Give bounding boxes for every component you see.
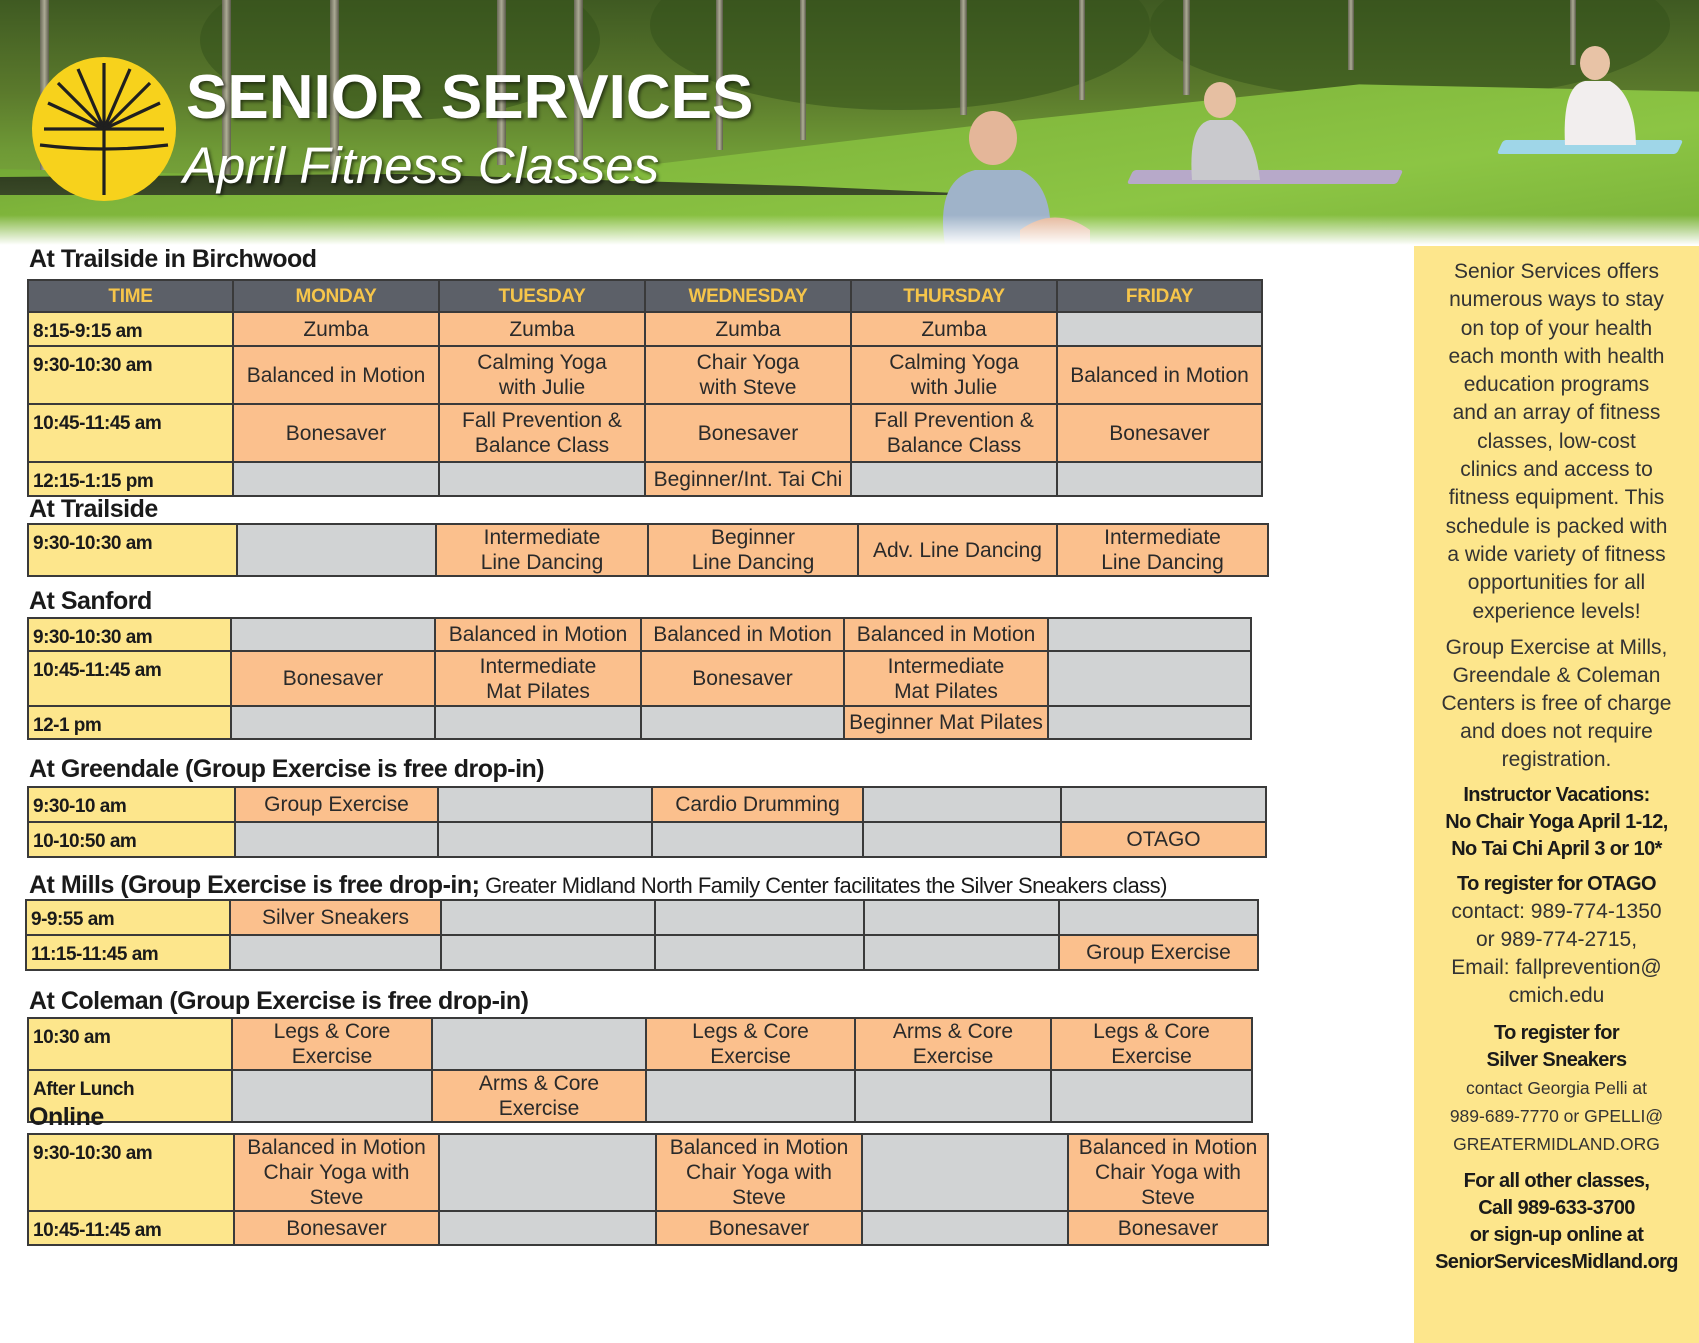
class-cell-monday: Group Exercise: [235, 787, 438, 822]
schedule-table-birchwood: [27, 279, 1263, 497]
text-line: 989-689-7770 or GPELLI@: [1449, 1105, 1664, 1126]
class-cell-tuesday: Zumba: [439, 312, 645, 346]
text-line: experience levels!: [1472, 599, 1641, 623]
text-line: schedule is packed with: [1445, 514, 1668, 538]
class-cell-monday: Bonesaver: [231, 651, 435, 706]
text-line: No Tai Chi April 3 or 10*: [1451, 837, 1662, 860]
empty-cell-wednesday: [646, 1070, 855, 1122]
time-slot: 12:15-1:15 pm: [28, 462, 233, 496]
time-slot: 11:15-11:45 am: [26, 935, 230, 970]
class-cell-tuesday: Arms & Core Exercise: [432, 1070, 646, 1122]
tree-trunk: [1348, 0, 1354, 70]
page-subtitle: April Fitness Classes: [183, 137, 660, 194]
tree-trunk: [960, 0, 967, 115]
empty-cell-tuesday: [438, 787, 652, 822]
empty-cell-tuesday: [435, 706, 641, 739]
class-cell-thursday: Intermediate Mat Pilates: [844, 651, 1048, 706]
text-line: Group Exercise at Mills,: [1445, 635, 1668, 659]
time-slot: 12-1 pm: [28, 706, 231, 739]
class-cell-thursday: Fall Prevention & Balance Class: [851, 404, 1057, 462]
empty-cell-monday: [235, 822, 438, 857]
empty-cell-wednesday: [655, 935, 864, 970]
time-slot: 10:45-11:45 am: [28, 1211, 234, 1245]
empty-cell-monday: [231, 618, 435, 651]
empty-cell-thursday: [864, 935, 1059, 970]
class-cell-monday: Bonesaver: [233, 404, 439, 462]
class-cell-monday: Silver Sneakers: [230, 900, 441, 935]
text-line: or 989-774-2715,: [1475, 927, 1638, 951]
class-cell-monday: Legs & Core Exercise: [232, 1018, 432, 1070]
empty-cell-thursday: [851, 462, 1057, 496]
person-seated-icon: [1170, 80, 1280, 185]
text-line: education programs: [1463, 373, 1650, 397]
time-slot: 9:30-10 am: [28, 787, 235, 822]
empty-cell-friday: [1061, 787, 1266, 822]
text-line: clinics and access to: [1460, 458, 1653, 482]
class-cell-monday: Bonesaver: [234, 1211, 439, 1245]
sun-logo-icon: [30, 55, 178, 203]
empty-cell-monday: [237, 524, 436, 576]
class-cell-tuesday: Calming Yoga with Julie: [439, 346, 645, 404]
section-title-mills-bold-note: (Group Exercise is free drop-in;: [120, 871, 480, 899]
text-line: a wide variety of fitness: [1447, 542, 1666, 566]
time-slot: 9:30-10:30 am: [28, 1134, 234, 1211]
class-cell-wednesday: Cardio Drumming: [652, 787, 863, 822]
text-line: and an array of fitness: [1452, 401, 1661, 425]
class-cell-tuesday: Intermediate Line Dancing: [436, 524, 648, 576]
column-header-thursday: THURSDAY: [851, 280, 1057, 312]
schedule-row: [28, 462, 1262, 496]
class-cell-wednesday: Legs & Core Exercise: [646, 1018, 855, 1070]
class-cell-thursday: Arms & Core Exercise: [855, 1018, 1051, 1070]
text-line: each month with health: [1448, 344, 1665, 368]
text-line: To register for: [1493, 1021, 1620, 1044]
class-cell-monday: Zumba: [233, 312, 439, 346]
section-title-trailside: At Trailside: [29, 495, 158, 523]
empty-cell-tuesday: [432, 1018, 646, 1070]
class-cell-wednesday: Zumba: [645, 312, 851, 346]
empty-cell-friday: [1048, 706, 1251, 739]
text-line: numerous ways to stay: [1449, 288, 1664, 312]
schedule-table-online: [27, 1133, 1269, 1246]
class-cell-friday: Bonesaver: [1068, 1211, 1268, 1245]
empty-cell-wednesday: [655, 900, 864, 935]
class-cell-thursday: Calming Yoga with Julie: [851, 346, 1057, 404]
class-cell-wednesday: Balanced in Motion Chair Yoga with Steve: [656, 1134, 862, 1211]
empty-cell-thursday: [855, 1070, 1051, 1122]
class-cell-wednesday: Beginner Line Dancing: [648, 524, 858, 576]
text-line: contact Georgia Pelli at: [1466, 1077, 1647, 1098]
schedule-row: [28, 618, 1251, 651]
section-title-birchwood: At Trailside in Birchwood: [29, 245, 317, 273]
time-slot: 8:15-9:15 am: [28, 312, 233, 346]
text-line: opportunities for all: [1467, 571, 1646, 595]
schedule-table-sanford: [27, 617, 1252, 740]
text-line: contact: 989-774-1350: [1451, 899, 1662, 923]
empty-cell-tuesday: [438, 822, 652, 857]
class-cell-friday: Legs & Core Exercise: [1051, 1018, 1252, 1070]
empty-cell-friday: [1051, 1070, 1252, 1122]
text-line: Centers is free of charge: [1441, 691, 1672, 715]
day-header-row: [28, 280, 1262, 312]
class-cell-friday: OTAGO: [1061, 822, 1266, 857]
text-line: cmich.edu: [1508, 983, 1605, 1007]
class-cell-monday: Balanced in Motion Chair Yoga with Steve: [234, 1134, 439, 1211]
banner-fade: [0, 215, 1699, 245]
hero-banner: [0, 0, 1699, 245]
time-slot: 9:30-10:30 am: [28, 346, 233, 404]
schedule-row: [28, 1070, 1252, 1122]
class-cell-tuesday: Intermediate Mat Pilates: [435, 651, 641, 706]
empty-cell-friday: [1059, 900, 1258, 935]
empty-cell-thursday: [863, 822, 1061, 857]
column-header-friday: FRIDAY: [1057, 280, 1262, 312]
schedule-row: [26, 935, 1258, 970]
class-cell-wednesday: Bonesaver: [656, 1211, 862, 1245]
text-line: registration.: [1501, 747, 1612, 771]
text-line: Call 989-633-3700: [1478, 1196, 1635, 1219]
empty-cell-thursday: [864, 900, 1059, 935]
class-cell-friday: Intermediate Line Dancing: [1057, 524, 1268, 576]
class-cell-friday: Group Exercise: [1059, 935, 1258, 970]
time-slot: After Lunch: [28, 1070, 232, 1122]
time-slot: 9:30-10:30 am: [28, 618, 231, 651]
column-header-time: TIME: [28, 280, 233, 312]
empty-cell-thursday: [863, 787, 1061, 822]
class-cell-thursday: Balanced in Motion: [844, 618, 1048, 651]
section-title-mills-note: [120, 873, 1167, 898]
class-cell-wednesday: Balanced in Motion: [641, 618, 844, 651]
empty-cell-wednesday: [641, 706, 844, 739]
class-cell-thursday: Adv. Line Dancing: [858, 524, 1057, 576]
class-cell-monday: Balanced in Motion: [233, 346, 439, 404]
schedule-row: [28, 524, 1268, 576]
class-cell-wednesday: Chair Yoga with Steve: [645, 346, 851, 404]
schedule-row: [28, 787, 1266, 822]
class-cell-friday: Balanced in Motion: [1057, 346, 1262, 404]
section-title-coleman: At Coleman (Group Exercise is free drop-in): [29, 987, 529, 1015]
empty-cell-thursday: [862, 1134, 1068, 1211]
sidebar-sneakers-contact: [1414, 1074, 1699, 1158]
class-cell-tuesday: Fall Prevention & Balance Class: [439, 404, 645, 462]
class-cell-tuesday: Balanced in Motion: [435, 618, 641, 651]
text-line: For all other classes,: [1463, 1169, 1650, 1192]
schedule-row: [28, 1211, 1268, 1245]
text-line: Instructor Vacations:: [1463, 783, 1650, 806]
section-title-online: Online: [29, 1103, 104, 1131]
schedule-row: [28, 404, 1262, 462]
text-line: and does not require: [1460, 719, 1653, 743]
section-title-mills-name: At Mills: [29, 871, 114, 899]
section-title-mills: [29, 871, 1167, 900]
text-line: SeniorServicesMidland.org: [1435, 1250, 1678, 1273]
text-line: classes, low-cost: [1477, 429, 1636, 453]
text-line: on top of your health: [1460, 316, 1653, 340]
empty-cell-friday: [1057, 312, 1262, 346]
empty-cell-tuesday: [441, 900, 655, 935]
empty-cell-tuesday: [439, 1211, 656, 1245]
schedule-row: [28, 822, 1266, 857]
text-line: No Chair Yoga April 1-12,: [1445, 810, 1668, 833]
section-title-sanford: At Sanford: [29, 587, 152, 615]
column-header-tuesday: TUESDAY: [439, 280, 645, 312]
section-title-mills-detail: Greater Midland North Family Center facilitates the Silver Sneakers class): [485, 873, 1168, 898]
text-line: or sign-up online at: [1469, 1223, 1644, 1246]
text-line: Greendale & Coleman: [1452, 663, 1661, 687]
time-slot: 9:30-10:30 am: [28, 524, 237, 576]
empty-cell-thursday: [862, 1211, 1068, 1245]
text-line: Senior Services offers: [1453, 260, 1660, 283]
tree-trunk: [1079, 0, 1085, 100]
empty-cell-wednesday: [652, 822, 863, 857]
time-slot: 10:45-11:45 am: [28, 651, 231, 706]
column-header-wednesday: WEDNESDAY: [645, 280, 851, 312]
empty-cell-monday: [233, 462, 439, 496]
schedule-row: [28, 706, 1251, 739]
class-cell-wednesday: Bonesaver: [645, 404, 851, 462]
tree-trunk: [800, 0, 806, 140]
schedule-table-greendale: [27, 786, 1267, 858]
person-seated-icon: [1540, 45, 1650, 150]
sidebar-otago-heading: To register for OTAGO: [1457, 872, 1656, 895]
schedule-table-mills: [25, 899, 1259, 971]
info-sidebar: [1414, 246, 1699, 1343]
time-slot: 10:30 am: [28, 1018, 232, 1070]
brand-title: SENIOR SERVICES: [186, 63, 754, 132]
class-cell-thursday: Beginner Mat Pilates: [844, 706, 1048, 739]
sidebar-other-classes: [1414, 1168, 1699, 1276]
class-cell-thursday: Zumba: [851, 312, 1057, 346]
schedule-table-trailside: [27, 523, 1269, 577]
empty-cell-tuesday: [441, 935, 655, 970]
time-slot: 10:45-11:45 am: [28, 404, 233, 462]
empty-cell-friday: [1057, 462, 1262, 496]
empty-cell-tuesday: [439, 1134, 656, 1211]
sidebar-intro: [1414, 258, 1699, 626]
empty-cell-monday: [230, 935, 441, 970]
class-cell-wednesday: Beginner/Int. Tai Chi: [645, 462, 851, 496]
section-title-greendale: At Greendale (Group Exercise is free drop-in): [29, 755, 545, 783]
text-line: fitness equipment. This: [1448, 486, 1665, 510]
sidebar-group-note: [1414, 634, 1699, 774]
sidebar-sneakers-heading: [1414, 1020, 1699, 1074]
schedule-row: [26, 900, 1258, 935]
empty-cell-monday: [232, 1070, 432, 1122]
time-slot: 9-9:55 am: [26, 900, 230, 935]
text-line: GREATERMIDLAND.ORG: [1453, 1133, 1660, 1154]
schedule-row: [28, 1134, 1268, 1211]
text-line: Silver Sneakers: [1486, 1048, 1627, 1071]
schedule-row: [28, 651, 1251, 706]
sidebar-otago-contact: [1414, 898, 1699, 1010]
empty-cell-friday: [1048, 651, 1251, 706]
class-cell-wednesday: Bonesaver: [641, 651, 844, 706]
text-line: Email: fallprevention@: [1451, 955, 1662, 979]
class-cell-friday: Balanced in Motion Chair Yoga with Steve: [1068, 1134, 1268, 1211]
empty-cell-monday: [231, 706, 435, 739]
schedule-row: [28, 312, 1262, 346]
schedule-row: [28, 346, 1262, 404]
schedule-table-coleman: [27, 1017, 1253, 1123]
empty-cell-tuesday: [439, 462, 645, 496]
schedule-row: [28, 1018, 1252, 1070]
class-cell-friday: Bonesaver: [1057, 404, 1262, 462]
column-header-monday: MONDAY: [233, 280, 439, 312]
time-slot: 10-10:50 am: [28, 822, 235, 857]
empty-cell-friday: [1048, 618, 1251, 651]
sidebar-vacations: [1414, 782, 1699, 863]
